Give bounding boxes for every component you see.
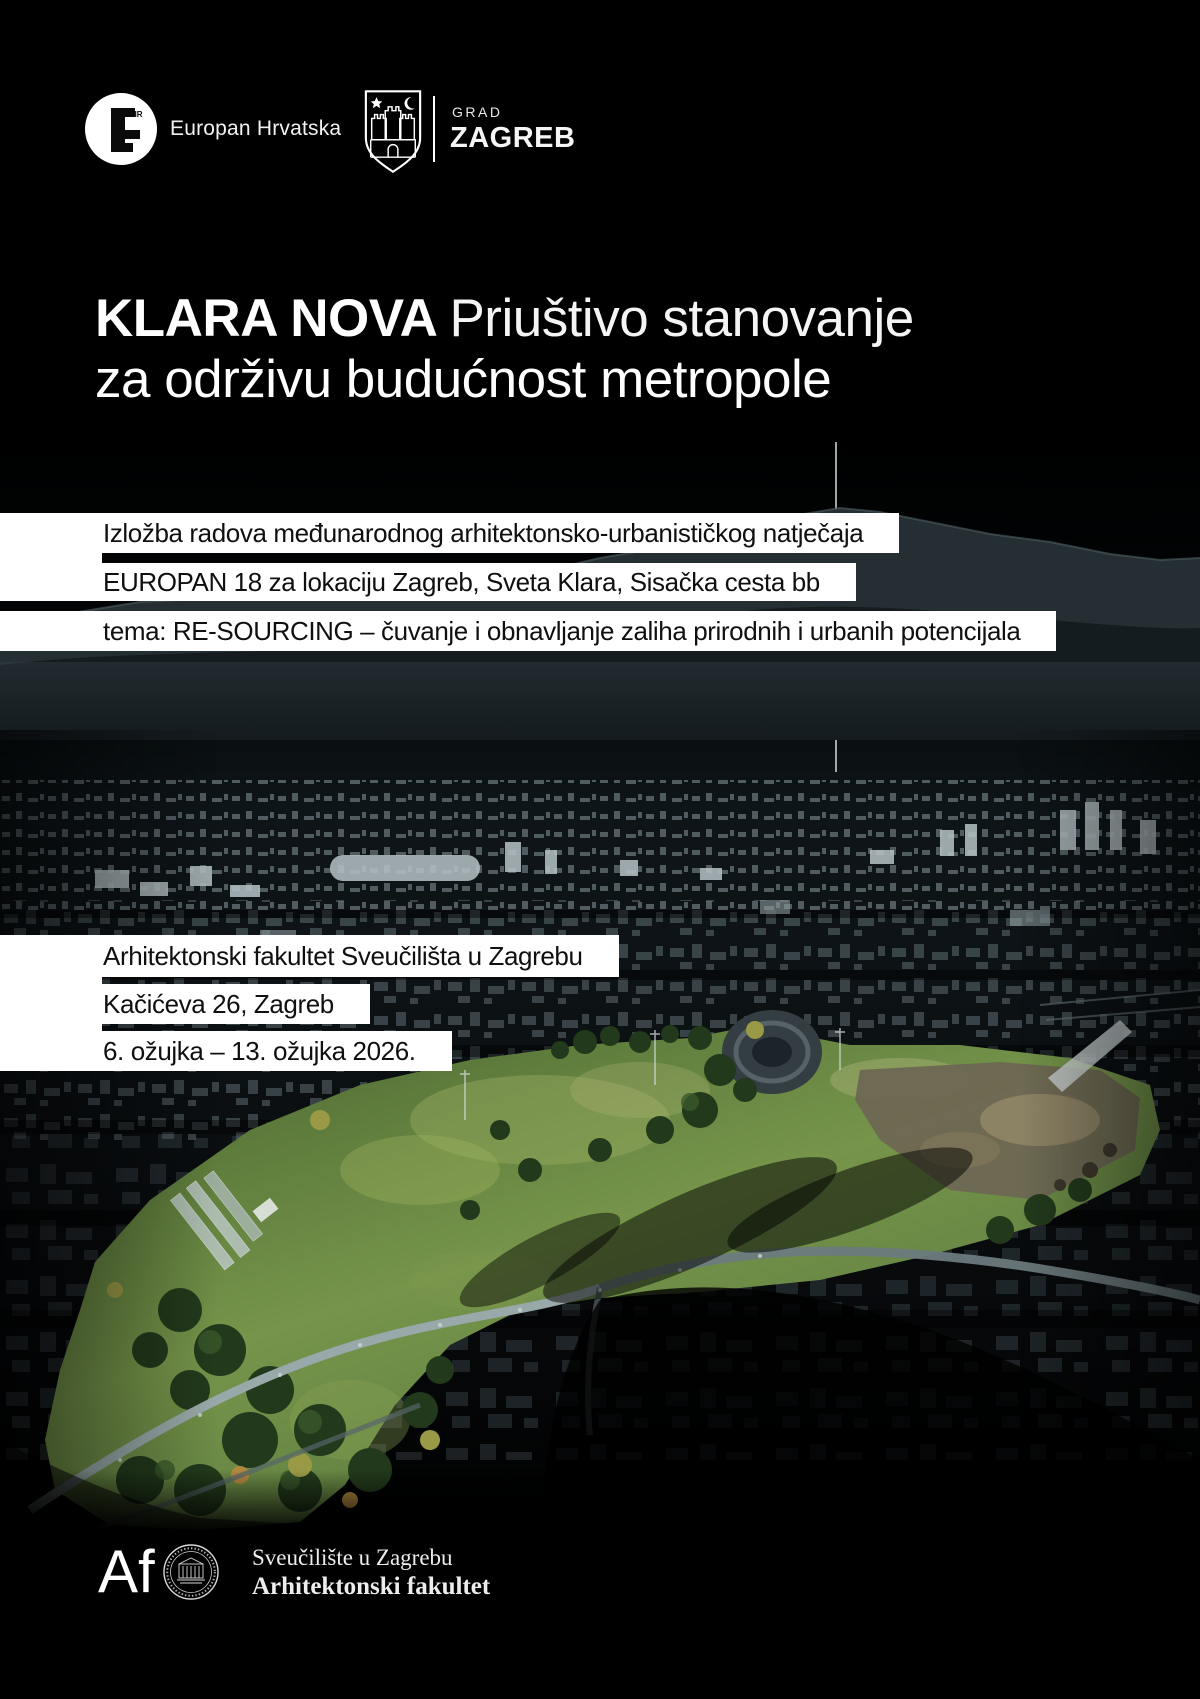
faculty-name: Arhitektonski fakultet	[252, 1573, 491, 1600]
af-monogram: Af	[98, 1538, 155, 1605]
europan-hr-mark: HR	[131, 110, 143, 119]
info-bar-competition: EUROPAN 18 za lokaciju Zagreb, Sveta Klara, Sisačka cesta bb	[0, 563, 856, 601]
title-line2: za održivu budućnost metropole	[95, 350, 832, 409]
title-rest: Priuštivo stanovanje	[449, 289, 914, 348]
university-name: Sveučilište u Zagrebu	[252, 1545, 453, 1570]
university-seal-icon	[161, 1542, 221, 1602]
europan-label: Europan Hrvatska	[170, 117, 342, 140]
zagreb-wordmark-small: GRAD	[452, 104, 503, 120]
venue-bar-address: Kačićeva 26, Zagreb	[0, 984, 370, 1024]
info-bar-exhibition: Izložba radova međunarodnog arhitektonsko-urbanističkog natječaja	[0, 513, 899, 553]
exhibition-title	[95, 288, 914, 410]
title-line1	[95, 288, 914, 349]
title-emphasis: KLARA NOVA	[95, 289, 438, 348]
zagreb-coat-of-arms-icon	[362, 87, 424, 177]
venue-bar-place: Arhitektonski fakultet Sveučilišta u Zagrebu	[0, 935, 619, 977]
info-bar-theme: tema: RE-SOURCING – čuvanje i obnavljanje zaliha prirodnih i urbanih potencijala	[0, 611, 1056, 651]
europan-logo-icon	[85, 93, 157, 165]
footer-institution	[252, 1545, 490, 1601]
zagreb-wordmark-large: ZAGREB	[450, 122, 576, 154]
venue-bar-dates: 6. ožujka – 13. ožujka 2026.	[0, 1031, 452, 1071]
logo-divider	[433, 96, 435, 162]
